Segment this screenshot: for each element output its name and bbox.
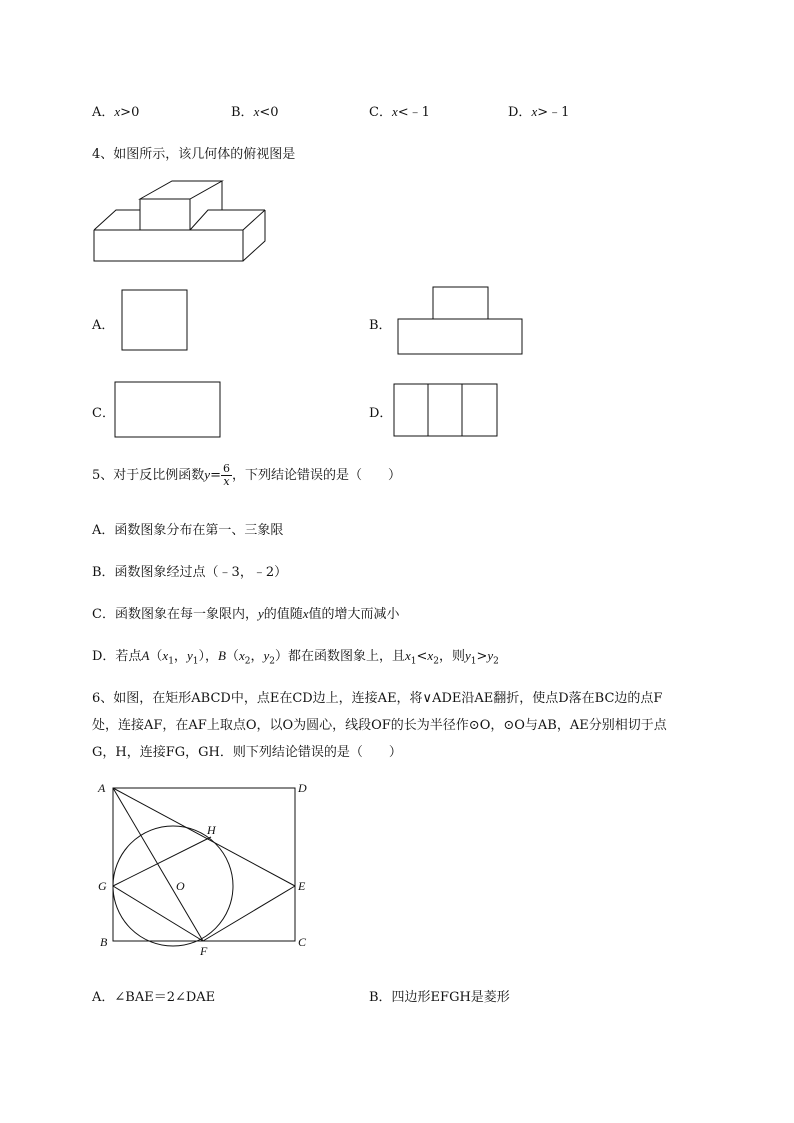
q6-line-2: 处，连接AF，在AF上取点O，以O为圆心，线段OF的长为半径作⊙O，⊙O与AB，AE分别相切于点: [92, 718, 667, 733]
segment-ae: [113, 788, 295, 886]
rect-abcd: [113, 788, 295, 941]
q6-line-3: G，H，连接FG，GH．则下列结论错误的是（ ）: [92, 745, 402, 760]
q4-option-b-label: B．: [369, 318, 392, 333]
segment-gf: [113, 886, 203, 941]
q3-option-d: D．x>﹣1: [508, 104, 570, 120]
circle-o: [113, 826, 233, 946]
q4-option-d-label: D．: [369, 406, 393, 421]
q6-option-b: B．四边形EFGH是菱形: [369, 990, 510, 1005]
q4-option-d-figure: [393, 383, 499, 438]
q4-option-c-figure: [114, 381, 223, 439]
q5-option-a: A．函数图象分布在第一、三象限: [92, 523, 284, 538]
label-g: G: [98, 879, 107, 893]
q6-option-a: A．∠BAE＝2∠DAE: [92, 990, 216, 1005]
q5-option-b: B．函数图象经过点（﹣3，﹣2）: [92, 565, 288, 580]
label-c: C: [298, 935, 307, 949]
q3-option-a: A．x>0: [92, 104, 140, 120]
q4-option-c-label: C．: [92, 406, 115, 421]
label-o: O: [176, 879, 185, 893]
q4-option-a-label: A．: [92, 318, 115, 333]
q4-option-a-figure: [121, 289, 189, 352]
label-h: H: [207, 823, 216, 837]
label-e: E: [298, 879, 306, 893]
segment-fe: [203, 886, 295, 941]
q6-line-1: 6、如图，在矩形ABCD中，点E在CD边上，连接AE，将∨ADE沿AE翻折，使点D落在BC边的点F: [92, 691, 663, 706]
segment-af: [113, 788, 203, 941]
segment-gh: [113, 837, 211, 886]
label-b: B: [100, 935, 108, 949]
q3-option-b: B．x<0: [231, 104, 279, 120]
label-a: A: [98, 781, 106, 795]
q3-option-c: C．x<﹣1: [369, 104, 430, 120]
q5-option-d: D．若点$A(x_1$，$y_1$），$B(x_2$，$y_2$）都在函数图象上，且$x_1<x_2$，则$y_1>y_2$: [92, 648, 499, 667]
q5-fraction: $\frac{6}{x}$: [222, 462, 230, 488]
q5-option-c: C．函数图象在每一象限内，y的值随x值的增大而减小: [92, 606, 400, 622]
q4-option-b-figure: [397, 286, 525, 356]
q4-solid-figure: [88, 175, 273, 267]
q5-question: 5、对于反比例函数y= $\frac{6}{x}$ ，下列结论错误的是（ ）: [92, 462, 401, 488]
label-f: F: [200, 944, 208, 958]
q6-geometry-figure: [92, 778, 322, 960]
q4-question: 4、如图所示，该几何体的俯视图是: [92, 147, 296, 162]
label-d: D: [298, 781, 307, 795]
